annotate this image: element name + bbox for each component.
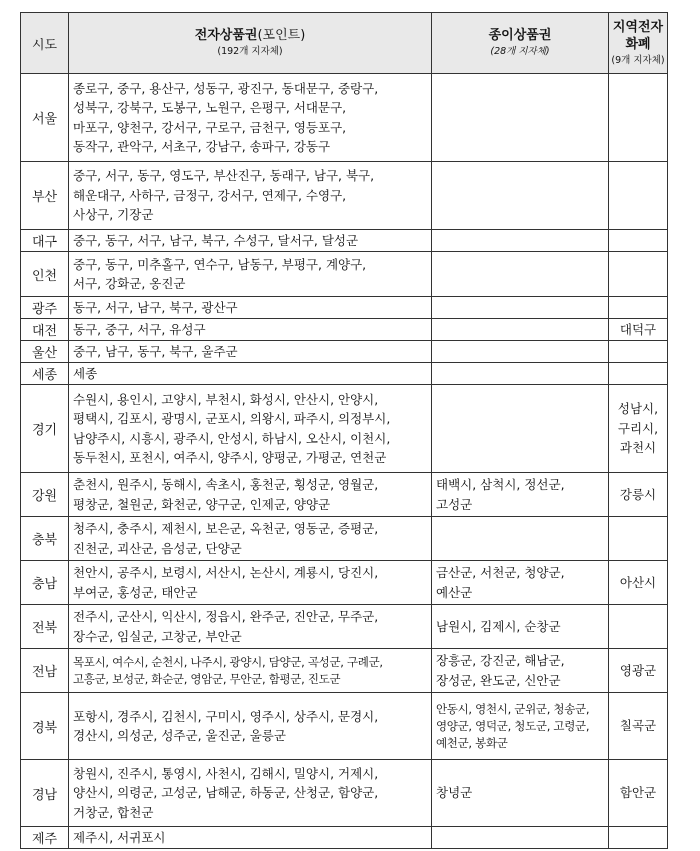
paper-voucher-cell [432, 473, 609, 517]
local-currency-cell [609, 827, 668, 849]
region-cell: 인천 [21, 252, 69, 297]
paper-voucher-cell [432, 649, 609, 693]
electronic-voucher-cell [69, 561, 432, 605]
table-row [21, 252, 668, 297]
electronic-voucher-line: 장수군, 임실군, 고창군, 부안군 [73, 628, 242, 644]
paper-voucher-line: 금산군, 서천군, 청양군, [436, 565, 565, 580]
electronic-voucher-line: 제주시, 서귀포시 [73, 829, 166, 845]
region-cell: 제주 [21, 827, 69, 849]
table-row [21, 760, 668, 827]
table-row [21, 230, 668, 252]
header-local-title-1: 지역전자 [612, 19, 664, 35]
electronic-voucher-cell [69, 693, 432, 760]
local-currency-cell [609, 693, 668, 760]
electronic-voucher-line: 평택시, 김포시, 광명시, 군포시, 의왕시, 파주시, 의정부시, [73, 411, 391, 426]
electronic-voucher-line: 동작구, 관악구, 서초구, 강남구, 송파구, 강동구 [73, 139, 331, 154]
header-paper-sub: (28개 지자체) [490, 46, 550, 57]
electronic-voucher-cell [69, 252, 432, 297]
local-currency-cell [609, 605, 668, 649]
region-cell: 부산 [21, 162, 69, 230]
table-row [21, 319, 668, 341]
electronic-voucher-cell [69, 385, 432, 473]
electronic-voucher-cell [69, 162, 432, 230]
local-currency-cell [609, 341, 668, 363]
local-currency-cell [609, 649, 668, 693]
electronic-voucher-line: 평창군, 철원군, 화천군, 양구군, 인제군, 양양군 [73, 496, 331, 512]
voucher-table-wrapper [20, 12, 668, 849]
electronic-voucher-line: 종로구, 중구, 용산구, 성동구, 광진구, 동대문구, 중랑구, [73, 80, 379, 96]
electronic-voucher-line: 양산시, 의령군, 고성군, 남해군, 하동군, 산청군, 함양군, [73, 785, 379, 801]
paper-voucher-line: 예천군, 봉화군 [436, 735, 508, 750]
local-currency-cell [609, 319, 668, 341]
header-paper [432, 13, 609, 74]
region-cell: 울산 [21, 341, 69, 363]
electronic-voucher-cell [69, 473, 432, 517]
paper-voucher-cell [432, 230, 609, 252]
region-cell: 대전 [21, 319, 69, 341]
paper-voucher-line: 남원시, 김제시, 순창군 [436, 618, 561, 634]
electronic-voucher-line: 서구, 강화군, 옹진군 [73, 276, 186, 291]
electronic-voucher-line: 남양주시, 시흥시, 광주시, 안성시, 하남시, 오산시, 이천시, [73, 430, 391, 446]
region-cell: 충남 [21, 561, 69, 605]
electronic-voucher-line: 중구, 서구, 동구, 영도구, 부산진구, 동래구, 남구, 북구, [73, 168, 375, 184]
paper-voucher-line: 태백시, 삼척시, 정선군, [436, 477, 565, 492]
electronic-voucher-line: 사상구, 기장군 [73, 207, 154, 223]
electronic-voucher-cell [69, 230, 432, 252]
paper-voucher-cell [432, 74, 609, 162]
paper-voucher-cell [432, 385, 609, 473]
region-cell: 경북 [21, 693, 69, 760]
local-currency-line: 대덕구 [619, 321, 657, 337]
electronic-voucher-line: 춘천시, 원주시, 동해시, 속초시, 홍천군, 횡성군, 영월군, [73, 477, 379, 492]
paper-voucher-cell [432, 827, 609, 849]
local-currency-cell [609, 363, 668, 385]
paper-voucher-cell [432, 297, 609, 319]
local-currency-line: 칠곡군 [619, 718, 657, 734]
header-electronic [69, 13, 432, 74]
local-currency-cell [609, 760, 668, 827]
table-row [21, 693, 668, 760]
paper-voucher-line: 장성군, 완도군, 신안군 [436, 672, 561, 688]
header-local [609, 13, 668, 74]
region-cell: 세종 [21, 363, 69, 385]
electronic-voucher-line: 천안시, 공주시, 보령시, 서산시, 논산시, 계룡시, 당진시, [73, 565, 379, 580]
electronic-voucher-line: 창원시, 진주시, 통영시, 사천시, 김해시, 밀양시, 거제시, [73, 765, 379, 781]
table-row [21, 473, 668, 517]
electronic-voucher-line: 진천군, 괴산군, 음성군, 단양군 [73, 540, 242, 556]
header-electronic-paren: (포인트) [257, 28, 306, 43]
region-cell: 광주 [21, 297, 69, 319]
region-cell: 경기 [21, 385, 69, 473]
electronic-voucher-cell [69, 341, 432, 363]
region-cell: 충북 [21, 517, 69, 561]
table-row [21, 363, 668, 385]
electronic-voucher-line: 동두천시, 포천시, 여주시, 양주시, 양평군, 가평군, 연천군 [73, 450, 387, 465]
local-currency-line: 구리시, [617, 420, 659, 436]
paper-voucher-cell [432, 561, 609, 605]
electronic-voucher-cell [69, 649, 432, 693]
table-row [21, 74, 668, 162]
paper-voucher-cell [432, 693, 609, 760]
table-row [21, 341, 668, 363]
region-cell: 경남 [21, 760, 69, 827]
local-currency-cell [609, 297, 668, 319]
local-currency-line: 아산시 [619, 574, 657, 590]
local-currency-cell [609, 561, 668, 605]
paper-voucher-cell [432, 605, 609, 649]
electronic-voucher-line: 포항시, 경주시, 김천시, 구미시, 영주시, 상주시, 문경시, [73, 708, 379, 724]
electronic-voucher-line: 청주시, 충주시, 제천시, 보은군, 옥천군, 영동군, 증평군, [73, 521, 379, 536]
table-row [21, 561, 668, 605]
electronic-voucher-line: 중구, 남구, 동구, 북구, 울주군 [73, 343, 238, 359]
electronic-voucher-line: 고흥군, 보성군, 화순군, 영암군, 무안군, 함평군, 진도군 [73, 671, 341, 686]
local-currency-line: 과천시 [619, 440, 657, 456]
region-cell: 서울 [21, 74, 69, 162]
paper-voucher-cell [432, 760, 609, 827]
local-currency-cell [609, 517, 668, 561]
electronic-voucher-line: 동구, 중구, 서구, 유성구 [73, 321, 206, 337]
local-currency-line: 함안군 [619, 785, 657, 801]
region-cell: 대구 [21, 230, 69, 252]
local-currency-line: 영광군 [619, 662, 657, 678]
table-row [21, 827, 668, 849]
region-cell: 전북 [21, 605, 69, 649]
paper-voucher-cell [432, 517, 609, 561]
table-body [21, 74, 668, 849]
electronic-voucher-line: 거창군, 합천군 [73, 804, 154, 820]
electronic-voucher-cell [69, 319, 432, 341]
electronic-voucher-cell [69, 363, 432, 385]
electronic-voucher-line: 세종 [73, 365, 98, 381]
electronic-voucher-cell [69, 605, 432, 649]
header-local-sub: (9개 지자체) [611, 54, 665, 66]
electronic-voucher-cell [69, 297, 432, 319]
electronic-voucher-line: 부여군, 홍성군, 태안군 [73, 584, 198, 600]
electronic-voucher-line: 마포구, 양천구, 강서구, 구로구, 금천구, 영등포구, [73, 119, 347, 135]
table-row [21, 385, 668, 473]
header-electronic-title: 전자상품권 [194, 28, 258, 43]
electronic-voucher-line: 전주시, 군산시, 익산시, 정읍시, 완주군, 진안군, 무주군, [73, 609, 379, 624]
header-local-title-2: 화폐 [625, 36, 651, 52]
paper-voucher-line: 안동시, 영천시, 군위군, 청송군, [436, 701, 590, 716]
electronic-voucher-line: 경산시, 의성군, 성주군, 울진군, 울릉군 [73, 728, 286, 743]
table-row [21, 517, 668, 561]
paper-voucher-cell [432, 162, 609, 230]
local-currency-line: 성남시, [617, 401, 659, 417]
electronic-voucher-line: 동구, 서구, 남구, 북구, 광산구 [73, 299, 238, 315]
paper-voucher-cell [432, 319, 609, 341]
local-currency-cell [609, 252, 668, 297]
region-cell: 전남 [21, 649, 69, 693]
electronic-voucher-line: 목포시, 여수시, 순천시, 나주시, 광양시, 담양군, 곡성군, 구례군, [73, 654, 383, 669]
table-row [21, 649, 668, 693]
electronic-voucher-cell [69, 827, 432, 849]
paper-voucher-line: 영양군, 영덕군, 청도군, 고령군, [436, 718, 590, 733]
local-currency-cell [609, 162, 668, 230]
electronic-voucher-cell [69, 74, 432, 162]
local-currency-cell [609, 473, 668, 517]
local-currency-line: 강릉시 [619, 486, 657, 502]
electronic-voucher-line: 중구, 동구, 서구, 남구, 북구, 수성구, 달서구, 달성군 [73, 232, 359, 248]
table-row [21, 162, 668, 230]
paper-voucher-cell [432, 252, 609, 297]
header-electronic-sub: (192개 지자체) [217, 46, 283, 57]
paper-voucher-line: 장흥군, 강진군, 해남군, [436, 653, 565, 668]
local-currency-cell [609, 74, 668, 162]
local-currency-cell [609, 385, 668, 473]
table-header [21, 13, 668, 74]
header-region: 시도 [21, 13, 69, 74]
electronic-voucher-line: 수원시, 용인시, 고양시, 부천시, 화성시, 안산시, 안양시, [73, 391, 379, 407]
local-currency-cell [609, 230, 668, 252]
paper-voucher-line: 창녕군 [436, 785, 473, 801]
electronic-voucher-line: 성북구, 강북구, 도봉구, 노원구, 은평구, 서대문구, [73, 100, 347, 115]
paper-voucher-cell [432, 363, 609, 385]
paper-voucher-line: 예산군 [436, 584, 473, 600]
header-paper-title: 종이상품권 [488, 28, 552, 43]
paper-voucher-cell [432, 341, 609, 363]
electronic-voucher-line: 중구, 동구, 미추홀구, 연수구, 남동구, 부평구, 계양구, [73, 256, 367, 272]
table-row [21, 297, 668, 319]
voucher-table [20, 12, 668, 849]
paper-voucher-line: 고성군 [436, 496, 473, 512]
region-cell: 강원 [21, 473, 69, 517]
electronic-voucher-cell [69, 517, 432, 561]
electronic-voucher-cell [69, 760, 432, 827]
electronic-voucher-line: 해운대구, 사하구, 금정구, 강서구, 연제구, 수영구, [73, 187, 347, 203]
table-row [21, 605, 668, 649]
